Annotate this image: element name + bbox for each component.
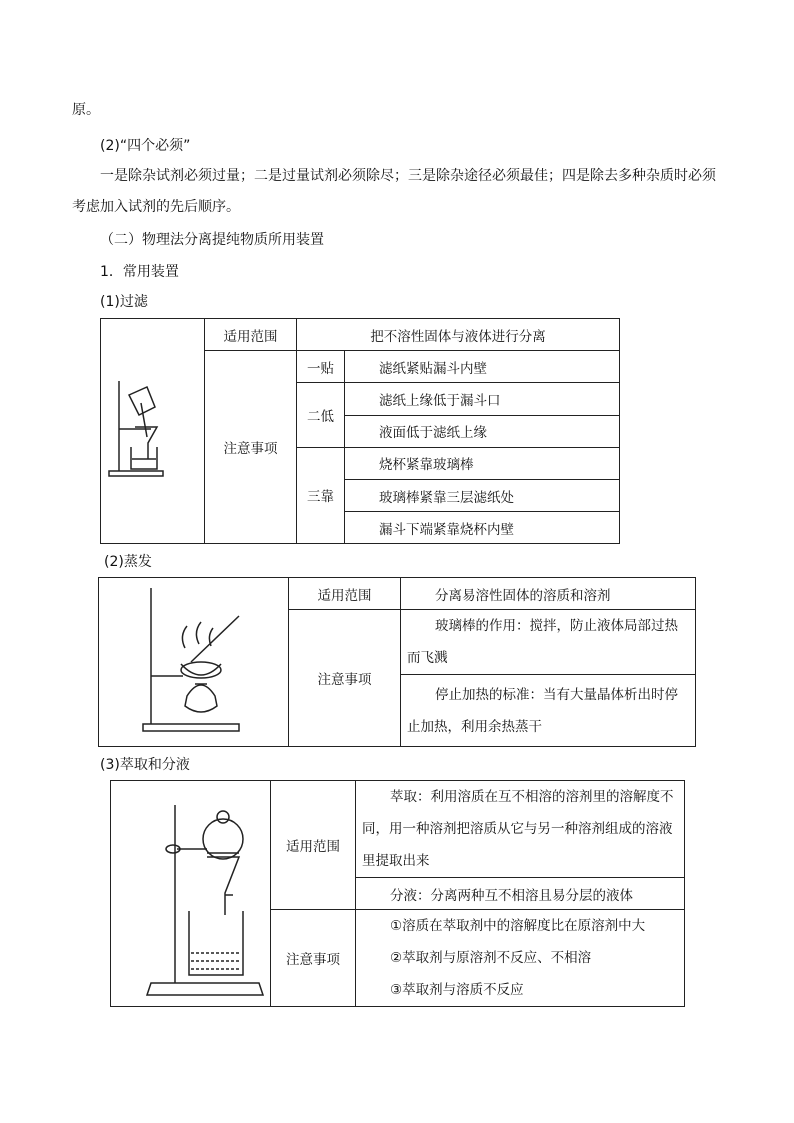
extraction-title: (3)萃取和分液 [100,757,190,773]
scope-text: 分离易溶性固体的溶质和溶剂 [401,578,696,610]
scope-label: 适用范围 [271,781,356,910]
group-item: 玻璃棒紧靠三层滤纸处 [345,480,620,512]
group-name: 二低 [297,383,345,447]
notes-label: 注意事项 [271,910,356,1007]
evaporation-apparatus-image [99,578,289,747]
note-text: 玻璃棒的作用：搅拌，防止液体局部过热而飞溅 [401,610,696,675]
group-item: 滤纸紧贴漏斗内壁 [345,351,620,383]
group-item: 烧杯紧靠玻璃棒 [345,447,620,479]
scope-label: 适用范围 [289,578,401,610]
note-item: ③萃取剂与溶质不反应 [390,982,524,998]
filtration-table [100,318,620,544]
group-name: 一贴 [297,351,345,383]
scope-label: 适用范围 [205,319,297,351]
evaporation-table [98,577,696,747]
paragraph-line: 一是除杂试剂必须过量；二是过量试剂必须除尽；三是除杂途径必须最佳；四是除去多种杂质时必须 [100,168,716,184]
note-item: ①溶质在萃取剂中的溶解度比在原溶剂中大 [390,918,646,934]
evaporation-title: (2)蒸发 [104,554,152,570]
section-title: （二）物理法分离提纯物质所用装置 [100,232,324,248]
extraction-scope-text: 萃取：利用溶质在互不相溶的溶剂里的溶解度不同，用一种溶剂把溶质从它与另一种溶剂组成的溶液里提取出来 [356,781,685,878]
group-name: 三靠 [297,447,345,543]
extraction-table [110,780,685,1007]
notes-label: 注意事项 [289,610,401,747]
sub-title: 1．常用装置 [100,264,179,280]
group-item: 液面低于滤纸上缘 [345,415,620,447]
paragraph-line: 考虑加入试剂的先后顺序。 [72,199,240,215]
text-line: 原。 [72,102,100,118]
extraction-apparatus-image [111,781,271,1007]
separation-scope-text: 分液：分离两种互不相溶且易分层的液体 [356,878,685,910]
note-item: ②萃取剂与原溶剂不反应、不相溶 [390,950,592,966]
note-text: 停止加热的标准：当有大量晶体析出时停止加热，利用余热蒸干 [401,675,696,747]
heading-four-musts: (2)“四个必须” [100,138,191,154]
filtration-apparatus-image [101,319,205,544]
group-item: 漏斗下端紧靠烧杯内壁 [345,512,620,544]
group-item: 滤纸上缘低于漏斗口 [345,383,620,415]
notes-list [356,910,685,1007]
scope-text: 把不溶性固体与液体进行分离 [297,319,620,351]
filtration-title: (1)过滤 [100,294,148,310]
notes-label: 注意事项 [205,351,297,544]
